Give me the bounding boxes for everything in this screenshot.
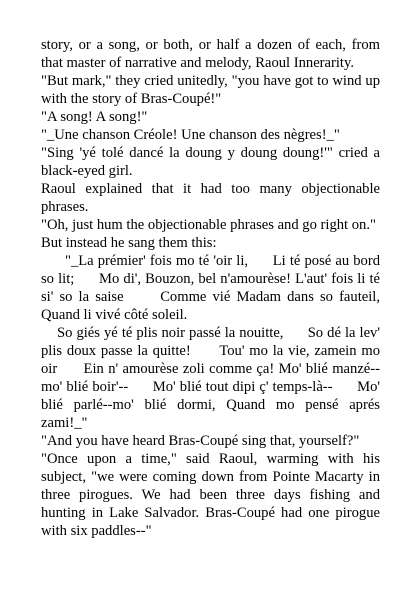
paragraph-but-mark: "But mark," they cried unitedly, "you have got to wind up with the story of Bras-Coupé!" — [41, 73, 380, 107]
song-verse-two: So giés yé té plis noir passé la nouitte, So dé la lev' plis doux passe la quitte! Tou' mo la vie, zamein mo oir Ein n' amourèse zoli comme ça! Mo' blié manzé--mo' blié boir'-- Mo' blié tout dipi ç' temps-là-- Mo' blié parlé--mo' blié dormi, Quand mo pensé aprés zami!_" — [41, 325, 384, 431]
paragraph-once-upon-a-time: "Once upon a time," said Raoul, warming with his subject, "we were coming down from Pointe Macarty in three pirogues. We had been three days fishing and hunting in Lake Salvador. Bras-Coupé had one pirogue with six paddles--" — [41, 451, 380, 539]
paragraph-intro: story, or a song, or both, or half a dozen of each, from that master of narrative and melody, Raoul Innerarity. — [41, 37, 380, 71]
paragraph-heard-bras-coupe: "And you have heard Bras-Coupé sing that, yourself?" — [41, 433, 360, 449]
paragraph-une-chanson: "_Une chanson Créole! Une chanson des nègres!_" — [41, 127, 340, 143]
document-page — [41, 36, 402, 540]
paragraph-instead-sang: But instead he sang them this: — [41, 235, 217, 251]
paragraph-a-song: "A song! A song!" — [41, 109, 148, 125]
paragraph-just-hum: "Oh, just hum the objectionable phrases and go right on." — [41, 217, 376, 233]
paragraph-sing-request: "Sing 'yé tolé dancé la doung y doung doung!'" cried a black-eyed girl. — [41, 145, 380, 179]
song-verse-one: "_La prémier' fois mo té 'oir li, Li té posé au bord so lit; Mo di', Bouzon, bel n'amourèse! L'aut' fois li té si' so la saise Comme vié Madam dans so fauteil, Quand li vivé côté soleil. — [41, 253, 402, 323]
paragraph-raoul-explained: Raoul explained that it had too many objectionable phrases. — [41, 181, 380, 215]
